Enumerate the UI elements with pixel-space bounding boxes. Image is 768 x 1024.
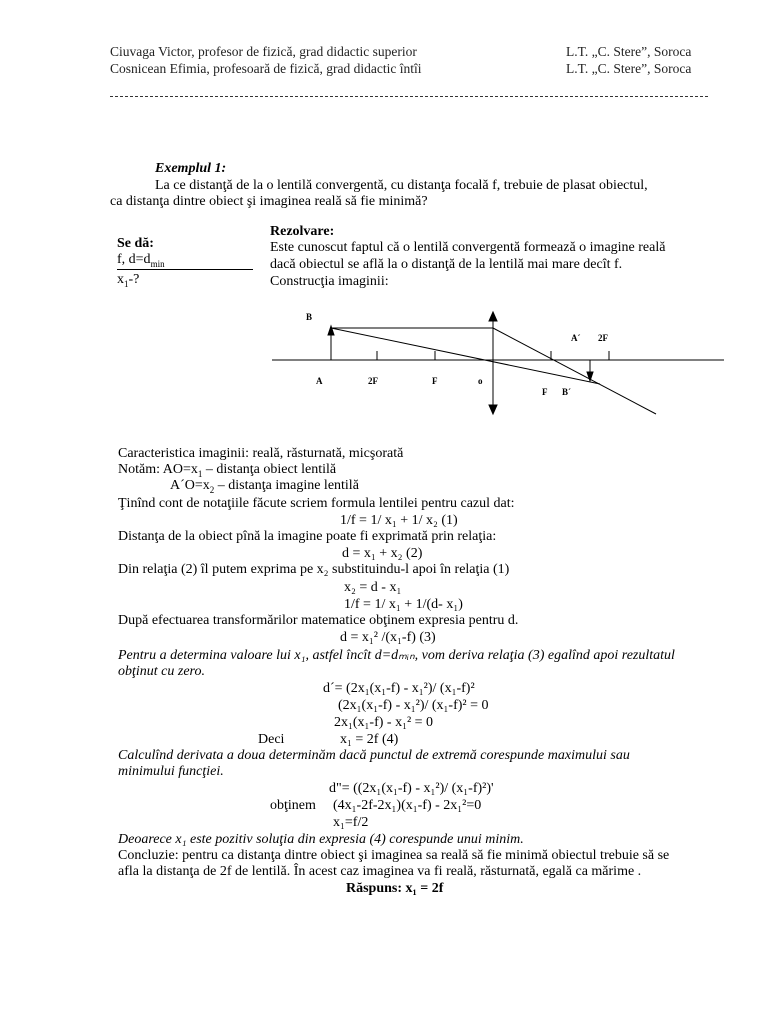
label-B: B <box>306 312 313 322</box>
given-title: Se dă: <box>117 236 154 251</box>
label-2F-right: 2F <box>598 333 608 343</box>
object-arrow-head <box>328 326 334 335</box>
conclusion-line-2: afla la distanţa de 2f de lentilă. În acest caz imaginea va fi reală, răsturnată, egală ca mărime . <box>118 864 642 879</box>
solution-intro-2: dacă obiectul se află la o distanţă de la lentilă mai mare decît f. <box>270 257 623 272</box>
author-line-1: Ciuvaga Victor, profesor de fizică, grad didactic superior <box>110 44 417 59</box>
example-title: Exemplul 1: <box>155 161 227 176</box>
label-A: A <box>316 376 323 386</box>
label-B-prime: B´ <box>562 387 571 397</box>
derive-note-1: Pentru a determina valoare lui x₁, astfel încît d=dₘᵢₙ, vom deriva relaţia (3) egalînd apoi rezultatul <box>118 648 675 663</box>
after-transform-text: După efectuarea transformărilor matematice obţinem expresia pentru d. <box>118 613 519 628</box>
solution-title: Rezolvare: <box>270 224 335 239</box>
given-data: f, $d=d_{min}$ <box>117 252 165 269</box>
equation-3: d = x₁² /(x₁-f) (3) <box>340 630 436 645</box>
obtinem-expression: (4x₁-2f-2x₁)(x₁-f) - 2x₁²=0 <box>333 798 482 813</box>
minimum-note: Deoarece x₁ este pozitiv soluţia din expresia (4) corespunde unui minim. <box>118 832 524 847</box>
obtinem-label: obţinem <box>270 798 316 813</box>
derive-note-2: obţinut cu zero. <box>118 664 205 679</box>
derivative-2: (2x₁(x₁-f) - x₁²)/ (x₁-f)² = 0 <box>338 698 489 713</box>
equation-1: 1/f = 1/ x₁ + 1/ x₂ (1) <box>340 513 458 528</box>
derivative-1: d´= (2x₁(x₁-f) - x₁²)/ (x₁-f)² <box>323 681 475 696</box>
school-line-1: L.T. „C. Stere”, Soroca <box>566 44 692 59</box>
question-line-2: ca distanţa dintre obiect şi imaginea reală să fie minimă? <box>110 194 428 209</box>
label-2F-left: 2F <box>368 376 378 386</box>
deci-label: Deci <box>258 732 285 747</box>
from-relation-text: Din relaţia (2) îl putem exprima pe x₂ substituindu-l apoi în relaţia (1) <box>118 562 510 577</box>
question-line-1: La ce distanţă de la o lentilă convergentă, cu distanţa focală f, trebuie de plasat obiectul, <box>155 178 648 193</box>
school-line-2: L.T. „C. Stere”, Soroca <box>566 61 692 76</box>
label-F-right: F <box>542 387 548 397</box>
label-F-left: F <box>432 376 438 386</box>
derivative-3: 2x₁(x₁-f) - x₁² = 0 <box>334 715 434 730</box>
solution-intro-1: Este cunoscut faptul că o lentilă convergentă formează o imagine reală <box>270 240 666 255</box>
equation-2: d = x₁ + x₂ (2) <box>342 546 423 561</box>
second-derivative: d"= ((2x₁(x₁-f) - x₁²)/ (x₁-f)²)' <box>329 781 494 796</box>
answer: Răspuns: x₁ = 2f <box>346 881 444 896</box>
author-line-2: Cosnicean Efimia, profesoară de fizică, grad didactic întîi <box>110 61 422 76</box>
distance-text: Distanţa de la obiect pînă la imagine poate fi exprimată prin relaţia: <box>118 529 497 544</box>
label-o: o <box>478 376 483 386</box>
equation-4: x₁ = 2f (4) <box>340 732 399 747</box>
image-arrow-head <box>587 372 593 381</box>
label-A-prime: A´ <box>571 333 581 343</box>
conclusion-line-1: Concluzie: pentru ca distanţa dintre obiect şi imaginea sa reală să fie minimă obiectul trebuie să se <box>118 848 670 863</box>
equation-x2: x₂ = d - x₁ <box>344 580 402 595</box>
x1-half: x₁=f/2 <box>333 815 369 830</box>
second-derivative-note-1: Calculînd derivata a doua determinăm dacă punctul de extremă corespunde maximului sau <box>118 748 630 763</box>
considering-text: Ţinînd cont de notaţiile făcute scriem formula lentilei pentru cazul dat: <box>118 496 515 511</box>
lens-arrow-top <box>489 312 497 321</box>
given-unknown: $x_1-$? <box>117 272 140 289</box>
notation-2: $A´O=x_2$ – distanţa imagine lentilă <box>170 478 359 495</box>
lens-arrow-bottom <box>489 405 497 414</box>
equation-1f: 1/f = 1/ x₁ + 1/(d- x₁) <box>344 597 463 612</box>
second-derivative-note-2: minimului funcţiei. <box>118 764 224 779</box>
construction-label: Construcţia imaginii: <box>270 274 389 289</box>
notation-1: Notăm: $AO=x_1$ – distanţa obiect lentilă <box>118 462 337 479</box>
image-characteristic: Caracteristica imaginii: reală, răsturnată, micşorată <box>118 446 404 461</box>
lens-ray-diagram <box>0 0 768 440</box>
